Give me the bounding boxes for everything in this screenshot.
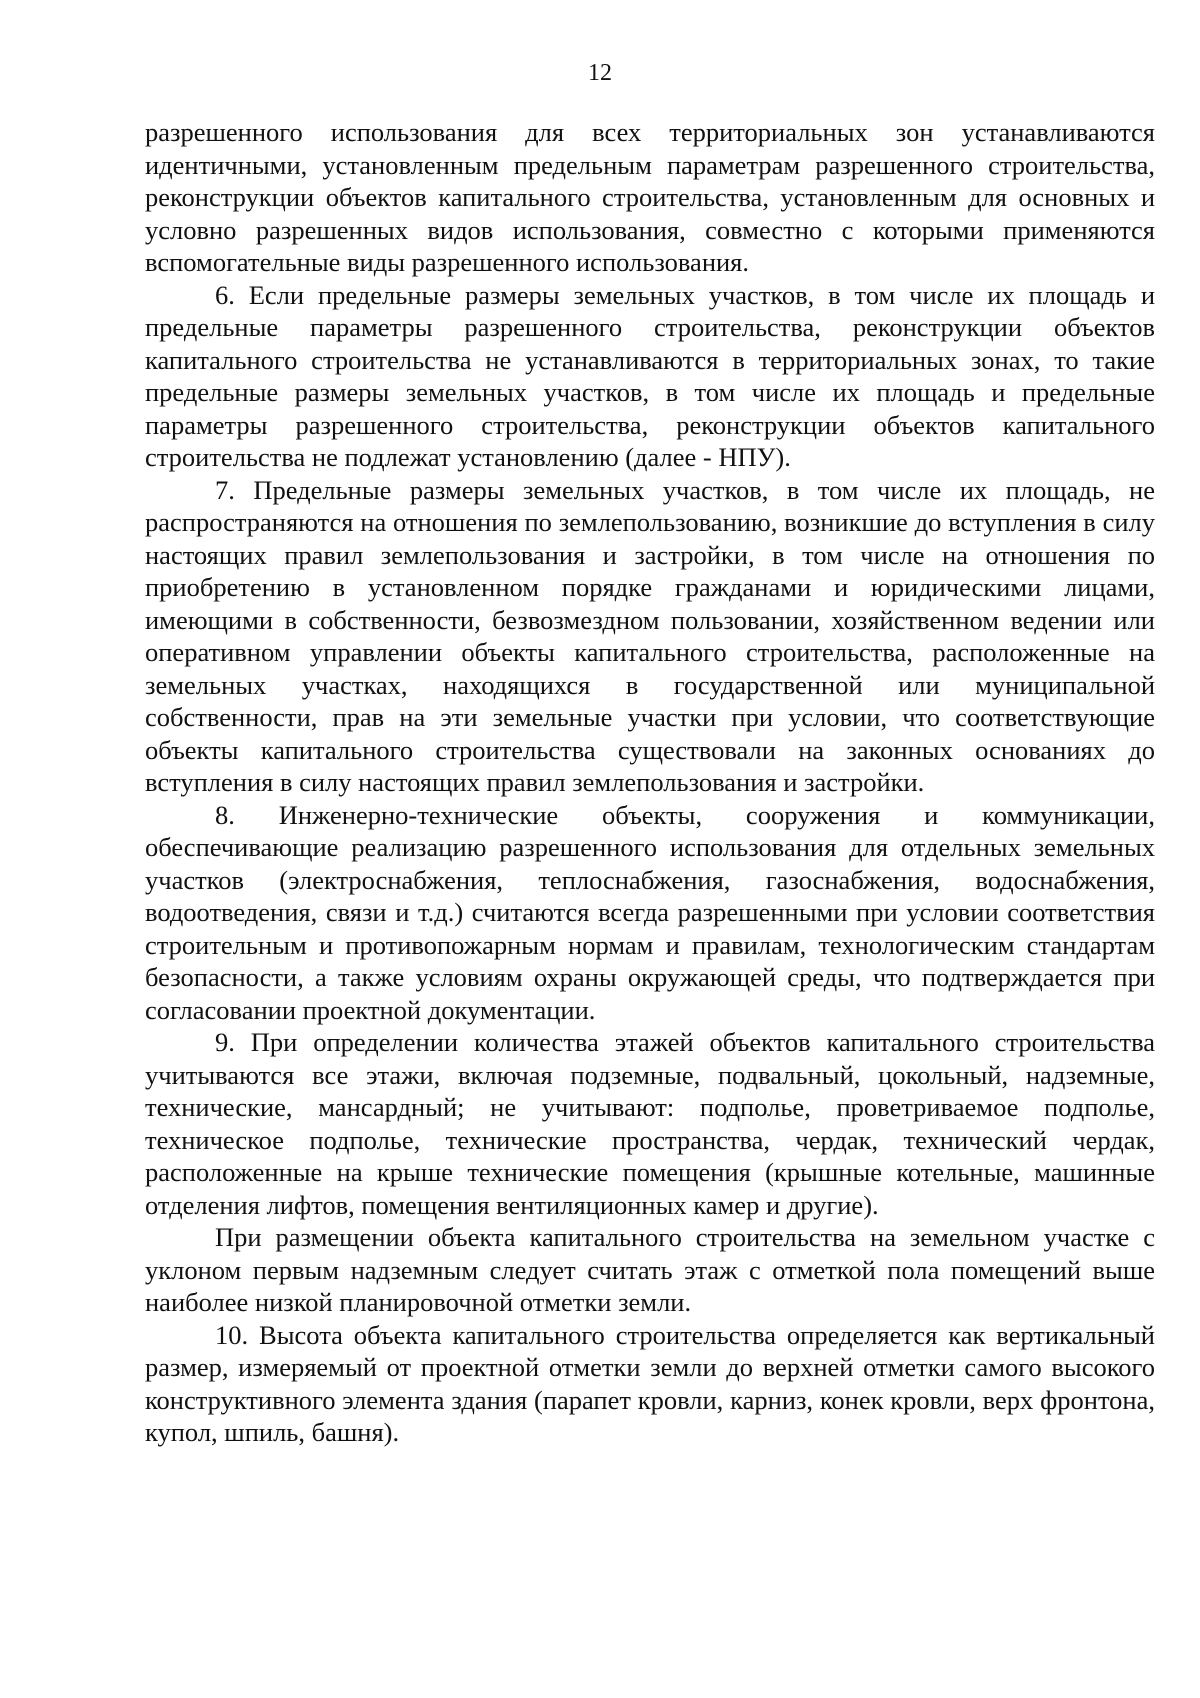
paragraph-item-6: 6. Если предельные размеры земельных участков, в том числе их площадь и предельные параметры разрешенного строительства, реконструкции объектов капитального строительства не устанавливаются в территориальных зонах, то такие предельные размеры земельных участков, в том числе их площадь и предельные параметры разрешенного строительства, реконструкции объектов капитального строительства не подлежат установлению (далее - НПУ). bbox=[145, 279, 1155, 472]
paragraph-item-8: 8. Инженерно-технические объекты, сооружения и коммуникации, обеспечивающие реализацию разрешенного использования для отдельных земельных участков (электроснабжения, теплоснабжения, газоснабжения, водоснабжения, водоотведения, связи и т.д.) считаются всегда разрешенными при условии соответствия строительным и противопожарным нормам и правилам, технологическим стандартам безопасности, а также условиям охраны окружающей среды, что подтверждается при согласовании проектной документации. bbox=[145, 799, 1155, 1025]
document-body bbox=[145, 116, 1155, 1449]
paragraph-item-7: 7. Предельные размеры земельных участков, в том числе их площадь, не распространяются на отношения по землепользованию, возникшие до вступления в силу настоящих правил землепользования и застройки, в том числе на отношения по приобретению в установленном порядке гражданами и юридическими лицами, имеющими в собственности, безвозмездном пользовании, хозяйственном ведении или оперативном управлении объекты капитального строительства, расположенные на земельных участках, находящихся в государственной или муниципальной собственности, прав на эти земельные участки при условии, что соответствующие объекты капитального строительства существовали на законных основаниях до вступления в силу настоящих правил землепользования и застройки. bbox=[145, 474, 1155, 797]
paragraph-item-10: 10. Высота объекта капитального строительства определяется как вертикальный размер, измеряемый от проектной отметки земли до верхней отметки самого высокого конструктивного элемента здания (парапет кровли, карниз, конек кровли, верх фронтона, купол, шпиль, башня). bbox=[145, 1319, 1155, 1447]
paragraph-continuation: разрешенного использования для всех территориальных зон устанавливаются идентичными, установленным предельным параметрам разрешенного строительства, реконструкции объектов капитального строительства, установленным для основных и условно разрешенных видов использования, совместно с которыми применяются вспомогательные виды разрешенного использования. bbox=[145, 117, 1155, 277]
page-number: 12 bbox=[588, 60, 612, 86]
paragraph-slope-note: При размещении объекта капитального строительства на земельном участке с уклоном первым надземным следует считать этаж с отметкой пола помещений выше наиболее низкой планировочной отметки земли. bbox=[145, 1222, 1155, 1317]
paragraph-item-9: 9. При определении количества этажей объектов капитального строительства учитываются все этажи, включая подземные, подвальный, цокольный, надземные, технические, мансардный; не учитывают: подполье, проветриваемое подполье, техническое подполье, технические пространства, чердак, технический чердак, расположенные на крыше технические помещения (крышные котельные, машинные отделения лифтов, помещения вентиляционных камер и другие). bbox=[145, 1027, 1155, 1220]
